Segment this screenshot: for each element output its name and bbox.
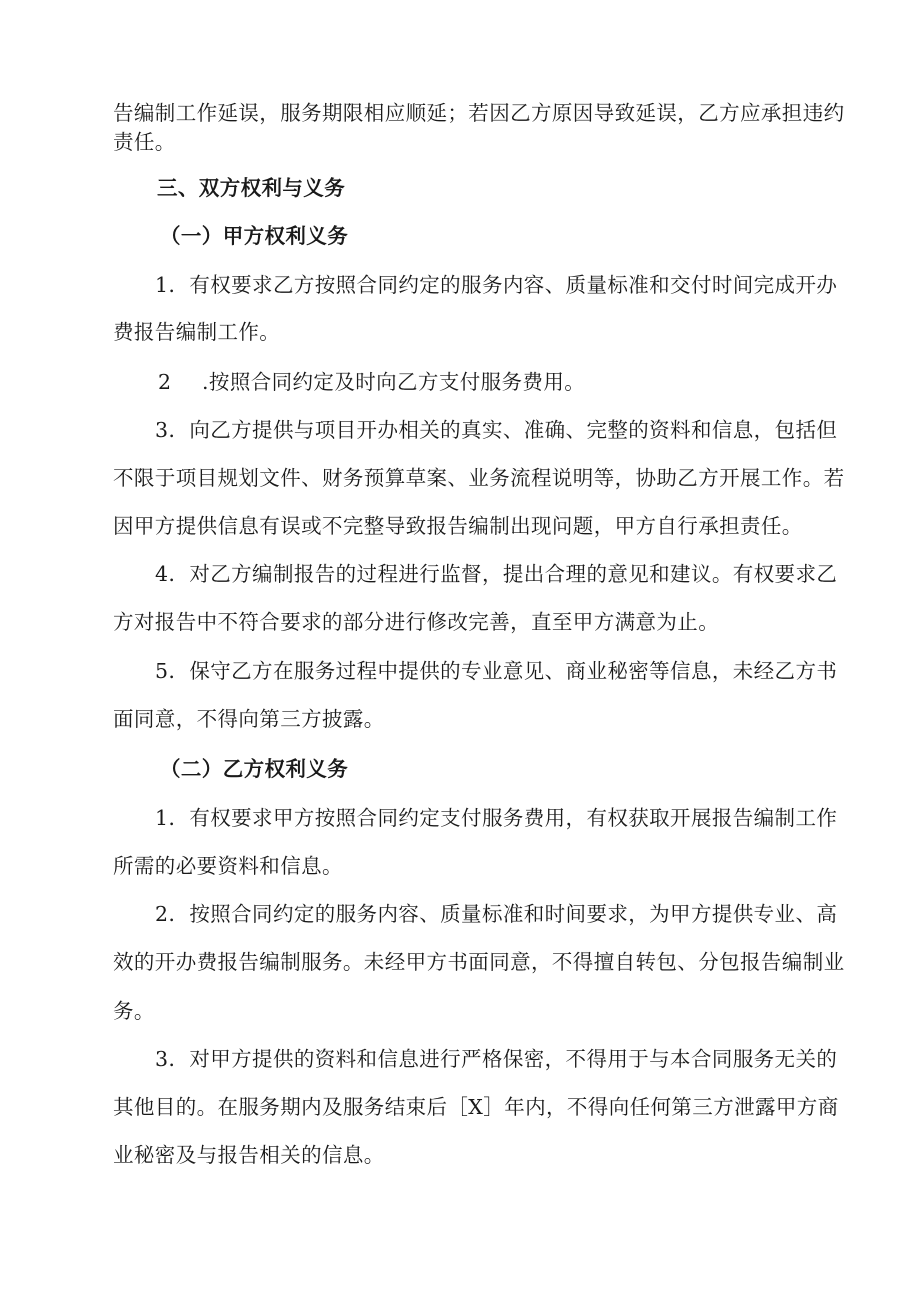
- paragraph-line: 方对报告中不符合要求的部分进行修改完善，直至甲方满意为止。: [113, 610, 720, 634]
- paragraph-line: 因甲方提供信息有误或不完整导致报告编制出现问题，甲方自行承担责任。: [113, 514, 803, 538]
- paragraph-line: 面同意，不得向第三方披露。: [113, 707, 385, 731]
- paragraph-line: 3．向乙方提供与项目开办相关的真实、准确、完整的资料和信息，包括但: [155, 418, 838, 442]
- paragraph-line: 1．有权要求乙方按照合同约定的服务内容、质量标准和交付时间完成开办: [155, 273, 838, 297]
- subsection-heading: （二）乙方权利义务: [160, 757, 349, 781]
- paragraph-line: 责任。: [113, 130, 176, 154]
- paragraph-line: 效的开办费报告编制服务。未经甲方书面同意，不得擅自转包、分包报告编制业: [113, 950, 845, 974]
- paragraph-line: 务。: [113, 999, 155, 1023]
- paragraph-line: 4．对乙方编制报告的过程进行监督，提出合理的意见和建议。有权要求乙: [155, 562, 838, 586]
- subsection-heading: （一）甲方权利义务: [160, 224, 349, 248]
- paragraph-line: 告编制工作延误，服务期限相应顺延；若因乙方原因导致延误，乙方应承担违约: [113, 101, 845, 125]
- paragraph-line: 不限于项目规划文件、财务预算草案、业务流程说明等，协助乙方开展工作。若: [113, 466, 845, 490]
- paragraph-line: 其他目的。在服务期内及服务结束后［X］年内，不得向任何第三方泄露甲方商: [113, 1095, 839, 1119]
- item-text: .按照合同约定及时向乙方支付服务费用。: [202, 370, 586, 394]
- paragraph-line: 5．保守乙方在服务过程中提供的专业意见、商业秘密等信息，未经乙方书: [155, 659, 838, 683]
- paragraph-line: 3．对甲方提供的资料和信息进行严格保密，不得用于与本合同服务无关的: [155, 1047, 838, 1071]
- paragraph-line: 业秘密及与报告相关的信息。: [113, 1143, 385, 1167]
- paragraph-line: 费报告编制工作。: [113, 320, 281, 344]
- section-heading: 三、双方权利与义务: [157, 176, 346, 200]
- item-number: 2: [158, 370, 172, 394]
- paragraph-line: 2．按照合同约定的服务内容、质量标准和时间要求，为甲方提供专业、高: [155, 902, 838, 926]
- paragraph-line: 1．有权要求甲方按照合同约定支付服务费用，有权获取开展报告编制工作: [155, 806, 838, 830]
- paragraph-line: 所需的必要资料和信息。: [113, 854, 343, 878]
- paragraph-line: [158, 369, 585, 395]
